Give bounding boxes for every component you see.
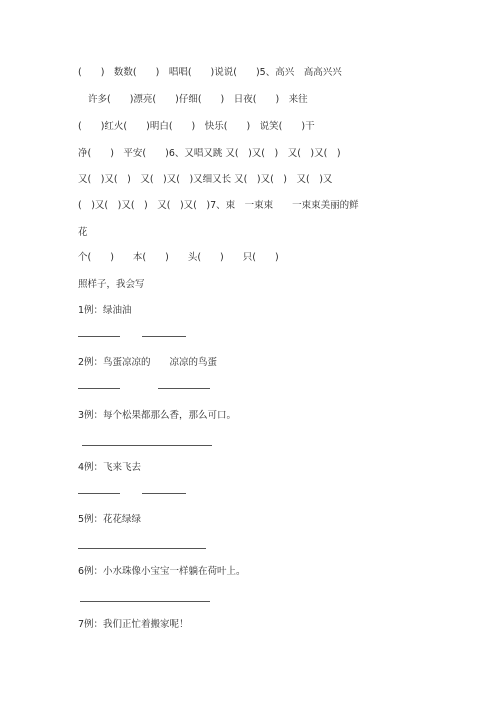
example-7: 7例：我们正忙着搬家呢！ <box>78 619 189 630</box>
example-3: 3例：每个松果都那么香，那么可口。 <box>78 410 237 421</box>
exercise-line-6: ( )又( )又( ) 又( )又( )7、束 一束束 一束束美丽的鲜 <box>78 200 359 211</box>
exercise-line-8: 个( ) 本( ) 头( ) 只( ) <box>78 252 279 263</box>
exercise-line-1: ( ) 数数( ) 唱唱( )说说( )5、高兴 高高兴兴 <box>78 67 342 78</box>
example-2: 2例：鸟蛋凉凉的 凉凉的鸟蛋 <box>78 357 218 368</box>
exercise-line-3: ( )红火( )明白( ) 快乐( ) 说笑( )干 <box>78 121 315 132</box>
answer-line <box>82 445 212 446</box>
exercise-line-2: 许多( )漂亮( )仔细( ) 日夜( ) 来往 <box>88 94 308 105</box>
answer-line <box>78 336 120 337</box>
answer-line <box>142 336 186 337</box>
exercise-line-4: 净( ) 平安( )6、又唱又跳 又( )又( ) 又( )又( ) <box>78 148 341 159</box>
answer-line <box>80 601 210 602</box>
answer-line <box>78 493 120 494</box>
answer-line <box>78 388 120 389</box>
answer-line <box>142 493 186 494</box>
answer-line <box>158 388 210 389</box>
example-1: 1例：绿油油 <box>78 305 132 316</box>
exercise-line-7: 花 <box>78 227 88 238</box>
answer-line <box>78 548 206 549</box>
section-heading: 照样子，我会写 <box>78 279 145 290</box>
example-5: 5例：花花绿绿 <box>78 514 142 525</box>
example-4: 4例：飞来飞去 <box>78 462 142 473</box>
example-6: 6例：小水珠像小宝宝一样躺在荷叶上。 <box>78 566 246 577</box>
exercise-line-5: 又( )又( ) 又( )又( )又细又长 又( )又( ) 又( )又 <box>78 174 333 185</box>
